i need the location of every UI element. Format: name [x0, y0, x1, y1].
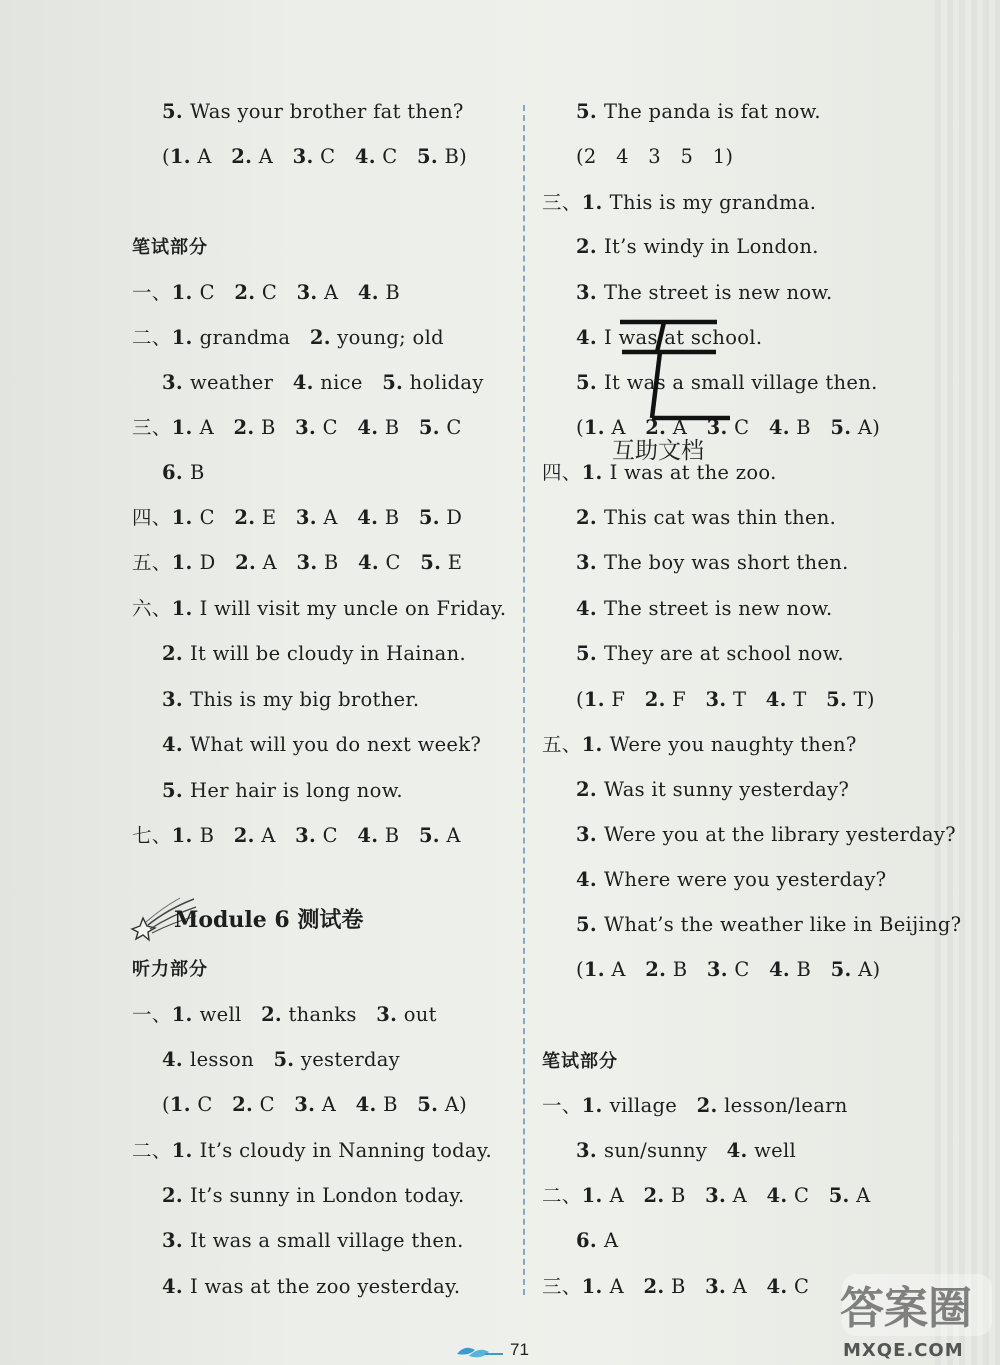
answer-line — [576, 912, 961, 938]
item-number: 2. — [645, 416, 667, 439]
item-number: 1. — [171, 551, 200, 574]
question-section-label: 七、 — [132, 824, 172, 847]
answer-text: C 2. C 3. A 4. B — [199, 281, 401, 304]
answer-line — [576, 505, 836, 531]
item-number: 5. — [828, 1184, 850, 1207]
answer-line — [162, 732, 481, 758]
item-number: 5. — [162, 100, 191, 123]
answer-text: What’s the weather like in Beijing? — [604, 913, 962, 936]
answer-text: C 2. E 3. A 4. B 5. D — [199, 506, 463, 529]
section-heading — [132, 234, 208, 261]
item-number: 5. — [418, 506, 440, 529]
section-heading-text: 听力部分 — [132, 959, 208, 980]
item-number: 4. — [354, 145, 376, 168]
item-number: 4. — [357, 506, 379, 529]
item-number: 4. — [766, 1275, 788, 1298]
answer-text: I was at school. — [604, 326, 763, 349]
item-number: 1. — [171, 326, 200, 349]
item-number: 3. — [376, 1003, 398, 1026]
item-number: 3. — [705, 1275, 727, 1298]
question-section-label: 一、 — [132, 281, 172, 304]
answer-text: grandma 2. young; old — [199, 326, 444, 349]
item-number: 5. — [418, 824, 440, 847]
item-number: 3. — [162, 1229, 191, 1252]
answer-line — [576, 280, 833, 306]
answer-text: This is my grandma. — [609, 191, 817, 214]
answer-line — [132, 280, 400, 306]
item-number: 2. — [645, 958, 667, 981]
item-number: 4. — [766, 1184, 788, 1207]
question-section-label: 四、 — [132, 506, 172, 529]
answer-line — [542, 1274, 809, 1300]
answer-line — [576, 550, 849, 576]
item-number: 1. — [171, 597, 200, 620]
item-number: 5. — [576, 642, 605, 665]
answer-text: Was it sunny yesterday? — [604, 778, 850, 801]
item-number: 6. — [162, 461, 191, 484]
answer-line — [162, 370, 484, 396]
answer-line — [132, 505, 462, 531]
question-section-label: 六、 — [132, 597, 172, 620]
answer-line — [162, 1092, 467, 1118]
item-number: 3. — [296, 281, 318, 304]
answer-line — [162, 99, 464, 125]
item-number: 3. — [706, 958, 728, 981]
answer-text: B — [190, 461, 205, 484]
answer-line — [162, 687, 419, 713]
answer-text: sun/sunny 4. well — [604, 1139, 797, 1162]
question-section-label: 三、 — [542, 191, 582, 214]
answer-line — [576, 234, 819, 260]
answer-line — [542, 732, 857, 758]
adjacent-page-edge — [935, 0, 1000, 1365]
answer-line — [162, 778, 403, 804]
item-number: 5. — [576, 913, 605, 936]
question-section-label: 二、 — [132, 1139, 172, 1162]
item-number: 1. — [581, 1094, 610, 1117]
answer-text: What will you do next week? — [190, 733, 482, 756]
item-number: 2. — [162, 1184, 191, 1207]
answer-text: It’s cloudy in Nanning today. — [199, 1139, 493, 1162]
leaf-ornament-icon — [455, 1342, 505, 1362]
answer-line — [132, 823, 461, 849]
item-number: 1. — [171, 1003, 200, 1026]
item-number: 1. — [583, 958, 605, 981]
item-number: 2. — [261, 1003, 283, 1026]
item-number: 1. — [171, 824, 200, 847]
answer-line — [576, 957, 880, 983]
item-number: 4. — [576, 326, 605, 349]
answer-line — [576, 1228, 618, 1254]
item-number: 3. — [576, 823, 605, 846]
item-number: 4. — [769, 958, 791, 981]
answer-line — [162, 1183, 465, 1209]
section-heading — [542, 1048, 618, 1075]
item-number: 3. — [295, 506, 317, 529]
item-number: 3. — [296, 551, 318, 574]
answer-text: They are at school now. — [604, 642, 844, 665]
module-title-en: Module 6 — [174, 907, 290, 933]
answer-text: weather 4. nice 5. holiday — [190, 371, 484, 394]
item-number: 5. — [420, 551, 442, 574]
item-number: 4. — [576, 868, 605, 891]
answer-line — [162, 1274, 460, 1300]
item-number: 3. — [706, 416, 728, 439]
answer-line — [162, 1228, 464, 1254]
question-section-label: 二、 — [132, 326, 172, 349]
answer-line — [132, 415, 462, 441]
item-number: 5. — [417, 1093, 439, 1116]
answer-text: D 2. A 3. B 4. C 5. E — [199, 551, 463, 574]
item-number: 1. — [583, 688, 605, 711]
item-number: 2. — [643, 1184, 665, 1207]
item-number: 5. — [830, 958, 852, 981]
item-number: 3. — [576, 551, 605, 574]
item-number: 5. — [576, 100, 605, 123]
item-number: 5. — [830, 416, 852, 439]
question-section-label: 三、 — [132, 416, 172, 439]
answer-line — [162, 1047, 400, 1073]
item-number: 3. — [705, 688, 727, 711]
item-number: 1. — [171, 416, 200, 439]
item-number: 2. — [233, 824, 255, 847]
item-number: 2. — [576, 778, 605, 801]
answer-line — [576, 144, 733, 170]
section-heading-text: 笔试部分 — [542, 1051, 618, 1072]
answer-text: village 2. lesson/learn — [609, 1094, 848, 1117]
item-number: 1. — [171, 506, 200, 529]
answer-text: lesson 5. yesterday — [190, 1048, 400, 1071]
item-number: 3. — [295, 824, 317, 847]
item-number: 2. — [643, 1275, 665, 1298]
item-number: 2. — [234, 281, 256, 304]
section-heading — [132, 956, 208, 983]
answer-text: This cat was thin then. — [604, 506, 837, 529]
question-section-label: 一、 — [542, 1094, 582, 1117]
question-section-label: 三、 — [542, 1275, 582, 1298]
item-number: 4. — [358, 551, 380, 574]
item-number: 4. — [162, 1275, 191, 1298]
item-number: 2. — [162, 642, 191, 665]
item-number: 1. — [169, 145, 191, 168]
answer-line — [542, 190, 816, 216]
item-number: 1. — [169, 1093, 191, 1116]
item-number: 2. — [231, 145, 253, 168]
item-number: 4. — [355, 1093, 377, 1116]
answer-line — [576, 822, 956, 848]
item-number: 5. — [576, 371, 605, 394]
answer-line — [576, 641, 844, 667]
answer-text: I will visit my uncle on Friday. — [199, 597, 507, 620]
item-number: 3. — [294, 1093, 316, 1116]
item-number: 2. — [309, 326, 331, 349]
answer-text: Was your brother fat then? — [190, 100, 464, 123]
answer-line — [576, 687, 875, 713]
item-number: 1. — [171, 281, 200, 304]
item-number: 4. — [292, 371, 314, 394]
item-number: 4. — [162, 1048, 191, 1071]
item-number: 1. — [581, 1275, 610, 1298]
module-title-cn: 测试卷 — [297, 908, 364, 933]
item-number: 2. — [576, 506, 605, 529]
item-number: 3. — [576, 1139, 605, 1162]
module-title-text — [174, 903, 363, 934]
item-number: 4. — [576, 597, 605, 620]
answer-text: (1. C 2. C 3. A 4. B 5. A) — [162, 1093, 468, 1116]
answer-text: B 2. A 3. C 4. B 5. A — [199, 824, 461, 847]
answer-text: It’s windy in London. — [604, 235, 819, 258]
answer-line — [576, 867, 886, 893]
answer-line — [132, 1138, 492, 1164]
module-heading — [128, 895, 428, 943]
page-number: 71 — [510, 1340, 529, 1359]
answer-line — [542, 1093, 848, 1119]
item-number: 1. — [581, 733, 610, 756]
answer-text: (1. F 2. F 3. T 4. T 5. T) — [576, 688, 875, 711]
item-number: 3. — [292, 145, 314, 168]
answer-text: It’s sunny in London today. — [190, 1184, 465, 1207]
answer-text: The panda is fat now. — [604, 100, 821, 123]
answer-line — [162, 460, 205, 486]
item-number: 5. — [826, 688, 848, 711]
answer-text: The boy was short then. — [604, 551, 849, 574]
question-section-label: 四、 — [542, 461, 582, 484]
item-number: 4. — [357, 281, 379, 304]
answer-text: Were you naughty then? — [609, 733, 857, 756]
item-number: 3. — [295, 416, 317, 439]
answer-text: (1. A 2. A 3. C 4. C 5. B) — [162, 145, 468, 168]
answer-text: I was at the zoo yesterday. — [190, 1275, 461, 1298]
answer-text: (2 4 3 5 1) — [576, 145, 734, 168]
question-section-label: 一、 — [132, 1003, 172, 1026]
answer-line — [542, 1183, 871, 1209]
item-number: 5. — [273, 1048, 295, 1071]
answer-line — [576, 596, 833, 622]
item-number: 1. — [583, 416, 605, 439]
item-number: 2. — [644, 688, 666, 711]
answer-text: This is my big brother. — [190, 688, 420, 711]
item-number: 2. — [233, 416, 255, 439]
item-number: 4. — [726, 1139, 748, 1162]
column-divider — [523, 105, 525, 1295]
question-section-label: 五、 — [132, 551, 172, 574]
answer-text: I was at the zoo. — [609, 461, 777, 484]
watermark-logo-text: 答案圈 — [840, 1283, 972, 1334]
answer-text: Were you at the library yesterday? — [604, 823, 956, 846]
item-number: 1. — [581, 1184, 610, 1207]
answer-line — [132, 596, 506, 622]
item-number: 2. — [696, 1094, 718, 1117]
item-number: 2. — [235, 551, 257, 574]
item-number: 2. — [234, 506, 256, 529]
answer-text: (1. A 2. B 3. C 4. B 5. A) — [576, 958, 881, 981]
item-number: 3. — [162, 688, 191, 711]
answer-text: A — [604, 1229, 619, 1252]
answer-line — [132, 325, 444, 351]
item-number: 1. — [171, 1139, 200, 1162]
answer-line — [576, 99, 821, 125]
item-number: 3. — [576, 281, 605, 304]
section-heading-text: 笔试部分 — [132, 237, 208, 258]
item-number: 2. — [232, 1093, 254, 1116]
item-number: 6. — [576, 1229, 605, 1252]
answer-line — [576, 777, 849, 803]
watermark-site: MXQE.COM — [843, 1340, 964, 1361]
item-number: 5. — [162, 779, 191, 802]
item-number: 2. — [576, 235, 605, 258]
answer-text: It will be cloudy in Hainan. — [190, 642, 466, 665]
item-number: 5. — [417, 145, 438, 168]
answer-text: A 2. B 3. A 4. C 5. A — [609, 1184, 871, 1207]
answer-text: Her hair is long now. — [190, 779, 403, 802]
item-number: 4. — [765, 688, 787, 711]
question-section-label: 二、 — [542, 1184, 582, 1207]
item-number: 4. — [357, 824, 379, 847]
answer-line — [132, 1002, 437, 1028]
item-number: 4. — [162, 733, 191, 756]
answer-text: well 2. thanks 3. out — [199, 1003, 437, 1026]
answer-text: Where were you yesterday? — [604, 868, 887, 891]
item-number: 1. — [581, 461, 610, 484]
answer-text: It was a small village then. — [604, 371, 878, 394]
item-number: 3. — [162, 371, 191, 394]
item-number: 5. — [418, 416, 440, 439]
answer-text: The street is new now. — [604, 281, 833, 304]
answer-text: A 2. B 3. A 4. C — [609, 1275, 810, 1298]
item-number: 4. — [357, 416, 379, 439]
item-number: 3. — [705, 1184, 727, 1207]
answer-line — [132, 550, 462, 576]
answer-line — [576, 1138, 796, 1164]
answer-line — [162, 641, 466, 667]
item-number: 5. — [382, 371, 404, 394]
answer-line — [162, 144, 467, 170]
answer-text: It was a small village then. — [190, 1229, 464, 1252]
item-number: 4. — [768, 416, 790, 439]
question-section-label: 五、 — [542, 733, 582, 756]
answer-text: A 2. B 3. C 4. B 5. C — [199, 416, 462, 439]
answer-text: (1. A 2. A 3. C 4. B 5. A) — [576, 416, 881, 439]
stamp-text: 互助文档 — [612, 438, 704, 464]
answer-text: The street is new now. — [604, 597, 833, 620]
item-number: 1. — [581, 191, 610, 214]
